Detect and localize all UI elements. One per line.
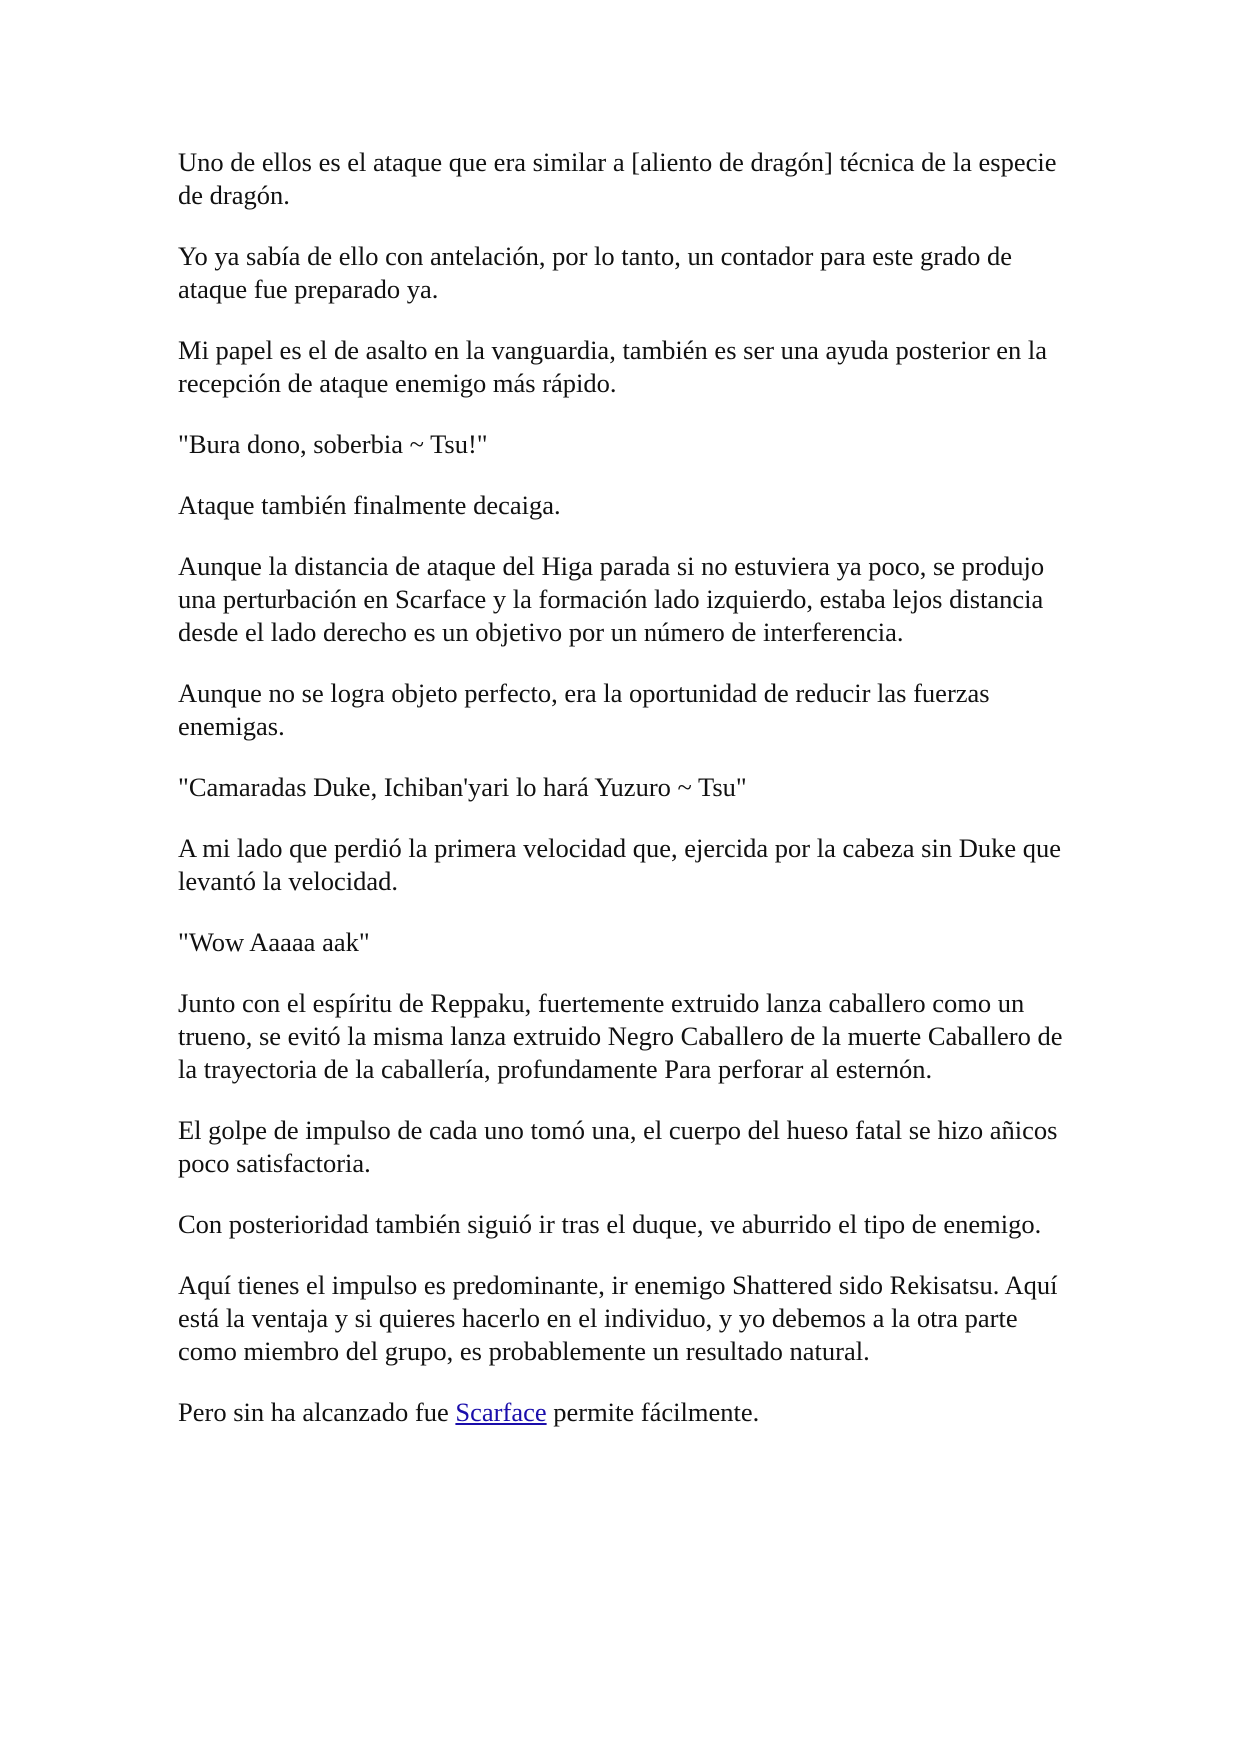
paragraph-13: Con posterioridad también siguió ir tras el duque, ve aburrido el tipo de enemigo. bbox=[178, 1209, 1042, 1239]
paragraph-1: Uno de ellos es el ataque que era similar a [aliento de dragón] técnica de la especie de dragón. bbox=[178, 147, 1057, 210]
paragraph-5: Ataque también finalmente decaiga. bbox=[178, 490, 561, 520]
paragraph-2: Yo ya sabía de ello con antelación, por lo tanto, un contador para este grado de ataque fue preparado ya. bbox=[178, 241, 1012, 304]
paragraph-8: "Camaradas Duke, Ichiban'yari lo hará Yuzuro ~ Tsu" bbox=[178, 772, 747, 802]
paragraph-15-text-before: Pero sin ha alcanzado fue bbox=[178, 1397, 456, 1427]
paragraph-14: Aquí tienes el impulso es predominante, ir enemigo Shattered sido Rekisatsu. Aquí está la ventaja y si quieres hacerlo en el individuo, y yo debemos a la otra parte como miembro del grupo, es probablemente un resultado natural. bbox=[178, 1270, 1058, 1366]
scarface-link[interactable]: Scarface bbox=[455, 1397, 547, 1427]
paragraph-10: "Wow Aaaaa aak" bbox=[178, 927, 370, 957]
paragraph-12: El golpe de impulso de cada uno tomó una, el cuerpo del hueso fatal se hizo añicos poco satisfactoria. bbox=[178, 1115, 1058, 1178]
document-body bbox=[178, 146, 1070, 1457]
paragraph-9: A mi lado que perdió la primera velocidad que, ejercida por la cabeza sin Duke que levantó la velocidad. bbox=[178, 833, 1061, 896]
paragraph-6: Aunque la distancia de ataque del Higa parada si no estuviera ya poco, se produjo una perturbación en Scarface y la formación lado izquierdo, estaba lejos distancia desde el lado derecho es un objetivo por un número de interferencia. bbox=[178, 551, 1045, 647]
paragraph-7: Aunque no se logra objeto perfecto, era la oportunidad de reducir las fuerzas enemigas. bbox=[178, 678, 990, 741]
paragraph-3: Mi papel es el de asalto en la vanguardia, también es ser una ayuda posterior en la recepción de ataque enemigo más rápido. bbox=[178, 335, 1048, 398]
paragraph-15-text-after: permite fácilmente. bbox=[546, 1397, 760, 1427]
paragraph-11: Junto con el espíritu de Reppaku, fuertemente extruido lanza caballero como un trueno, se evitó la misma lanza extruido Negro Caballero de la muerte Caballero de la trayectoria de la caballería, profundamente Para perforar al esternón. bbox=[178, 988, 1063, 1084]
paragraph-15 bbox=[178, 1396, 1070, 1429]
paragraph-4: "Bura dono, soberbia ~ Tsu!" bbox=[178, 429, 488, 459]
